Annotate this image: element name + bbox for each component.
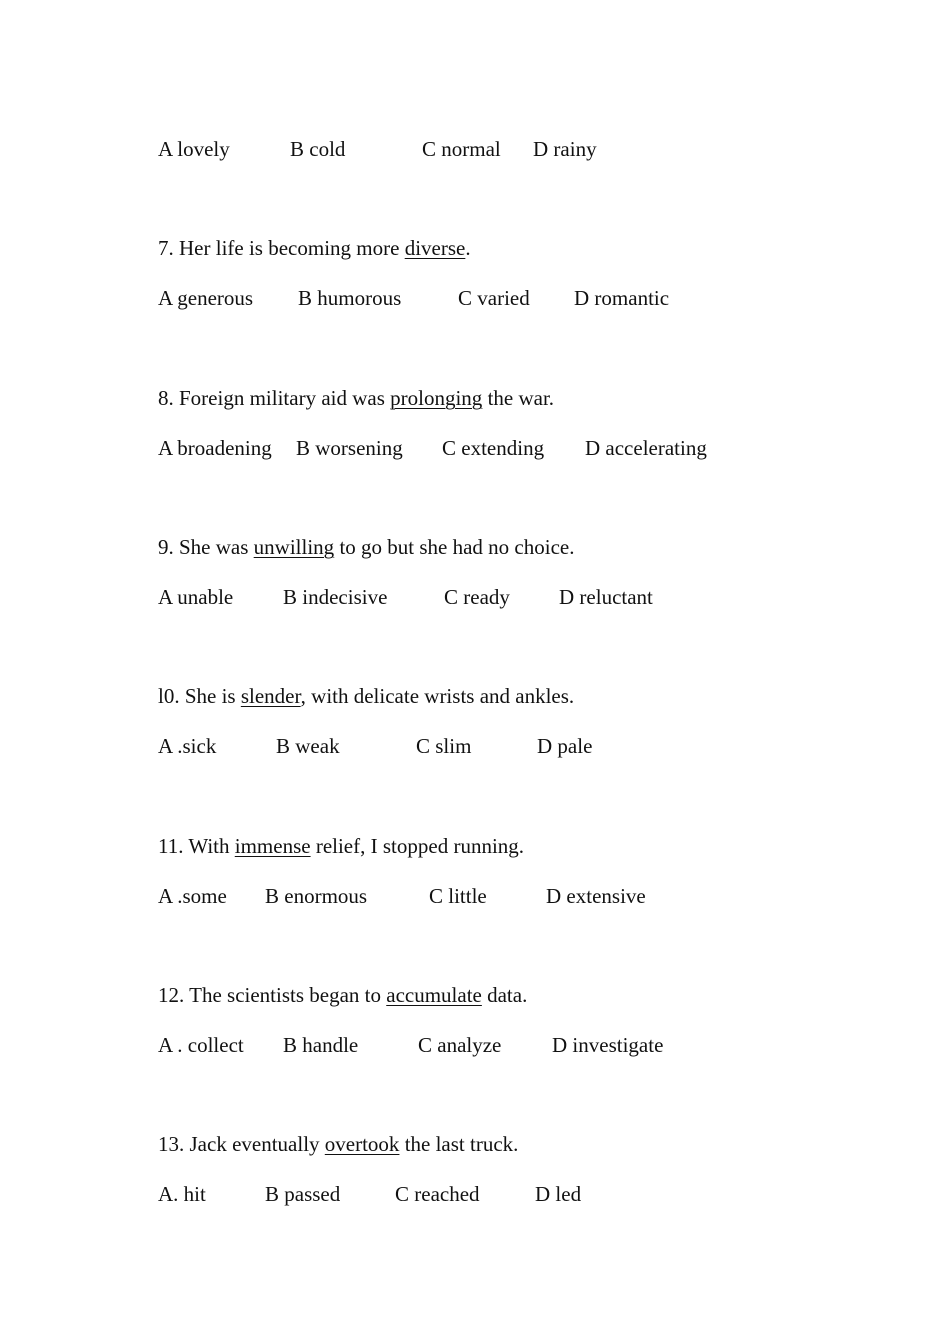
q9-text-before: 9. She was	[158, 535, 254, 559]
q11-target-word: immense	[234, 834, 311, 858]
q10-text-before: l0. She is	[158, 684, 241, 708]
q7-option-a[interactable]: A generous	[158, 286, 254, 310]
q6-option-b[interactable]: B cold	[290, 137, 346, 161]
q13-text-after: the last truck.	[399, 1132, 519, 1156]
q12-target-word: accumulate	[386, 983, 482, 1007]
q11-option-c[interactable]: C little	[429, 884, 487, 908]
q9-option-c[interactable]: C ready	[444, 585, 510, 609]
q8-option-d[interactable]: D accelerating	[585, 436, 707, 460]
q13-text-before: 13. Jack eventually	[158, 1132, 325, 1156]
q12-question	[158, 985, 527, 1006]
q7-option-c[interactable]: C varied	[458, 286, 530, 310]
q10-text-after: , with delicate wrists and ankles.	[300, 684, 575, 708]
q6-option-a[interactable]: A lovely	[158, 137, 230, 161]
q9-target-word: unwilling	[253, 535, 335, 559]
q12-text-before: 12. The scientists began to	[158, 983, 387, 1007]
q12-option-a[interactable]: A . collect	[158, 1033, 244, 1057]
q13-option-d[interactable]: D led	[535, 1182, 582, 1206]
q7-question	[158, 238, 471, 259]
q13-question	[158, 1134, 518, 1155]
q9-option-d[interactable]: D reluctant	[559, 585, 653, 609]
q10-target-word: slender	[240, 684, 301, 708]
q6-option-d[interactable]: D rainy	[533, 137, 597, 161]
q7-text-after: .	[465, 236, 471, 260]
q11-option-d[interactable]: D extensive	[546, 884, 646, 908]
q11-question	[158, 836, 524, 857]
q7-target-word: diverse	[404, 236, 466, 260]
q8-target-word: prolonging	[390, 386, 483, 410]
q9-question	[158, 537, 574, 558]
q8-text-before: 8. Foreign military aid was	[158, 386, 391, 410]
q12-option-c[interactable]: C analyze	[418, 1033, 502, 1057]
q11-option-a[interactable]: A .some	[158, 884, 227, 908]
q10-option-d[interactable]: D pale	[537, 734, 593, 758]
q11-option-b[interactable]: B enormous	[265, 884, 368, 908]
q13-target-word: overtook	[324, 1132, 400, 1156]
q10-option-b[interactable]: B weak	[276, 734, 340, 758]
q10-option-c[interactable]: C slim	[416, 734, 472, 758]
q7-option-d[interactable]: D romantic	[574, 286, 670, 310]
q10-question	[158, 686, 574, 707]
q12-option-b[interactable]: B handle	[283, 1033, 359, 1057]
q8-option-c[interactable]: C extending	[442, 436, 545, 460]
q8-text-after: the war.	[482, 386, 555, 410]
q8-question	[158, 388, 554, 409]
q11-text-before: 11. With	[158, 834, 235, 858]
q13-option-a[interactable]: A. hit	[158, 1182, 206, 1206]
q9-option-b[interactable]: B indecisive	[283, 585, 388, 609]
q8-option-b[interactable]: B worsening	[296, 436, 403, 460]
q10-option-a[interactable]: A .sick	[158, 734, 217, 758]
q13-option-c[interactable]: C reached	[395, 1182, 480, 1206]
q9-text-after: to go but she had no choice.	[334, 535, 575, 559]
q11-text-after: relief, I stopped running.	[310, 834, 525, 858]
q9-option-a[interactable]: A unable	[158, 585, 234, 609]
q8-option-a[interactable]: A broadening	[158, 436, 272, 460]
q13-option-b[interactable]: B passed	[265, 1182, 341, 1206]
q7-text-before: 7. Her life is becoming more	[158, 236, 405, 260]
q7-option-b[interactable]: B humorous	[298, 286, 402, 310]
q12-text-after: data.	[481, 983, 528, 1007]
q6-option-c[interactable]: C normal	[422, 137, 501, 161]
q12-option-d[interactable]: D investigate	[552, 1033, 664, 1057]
